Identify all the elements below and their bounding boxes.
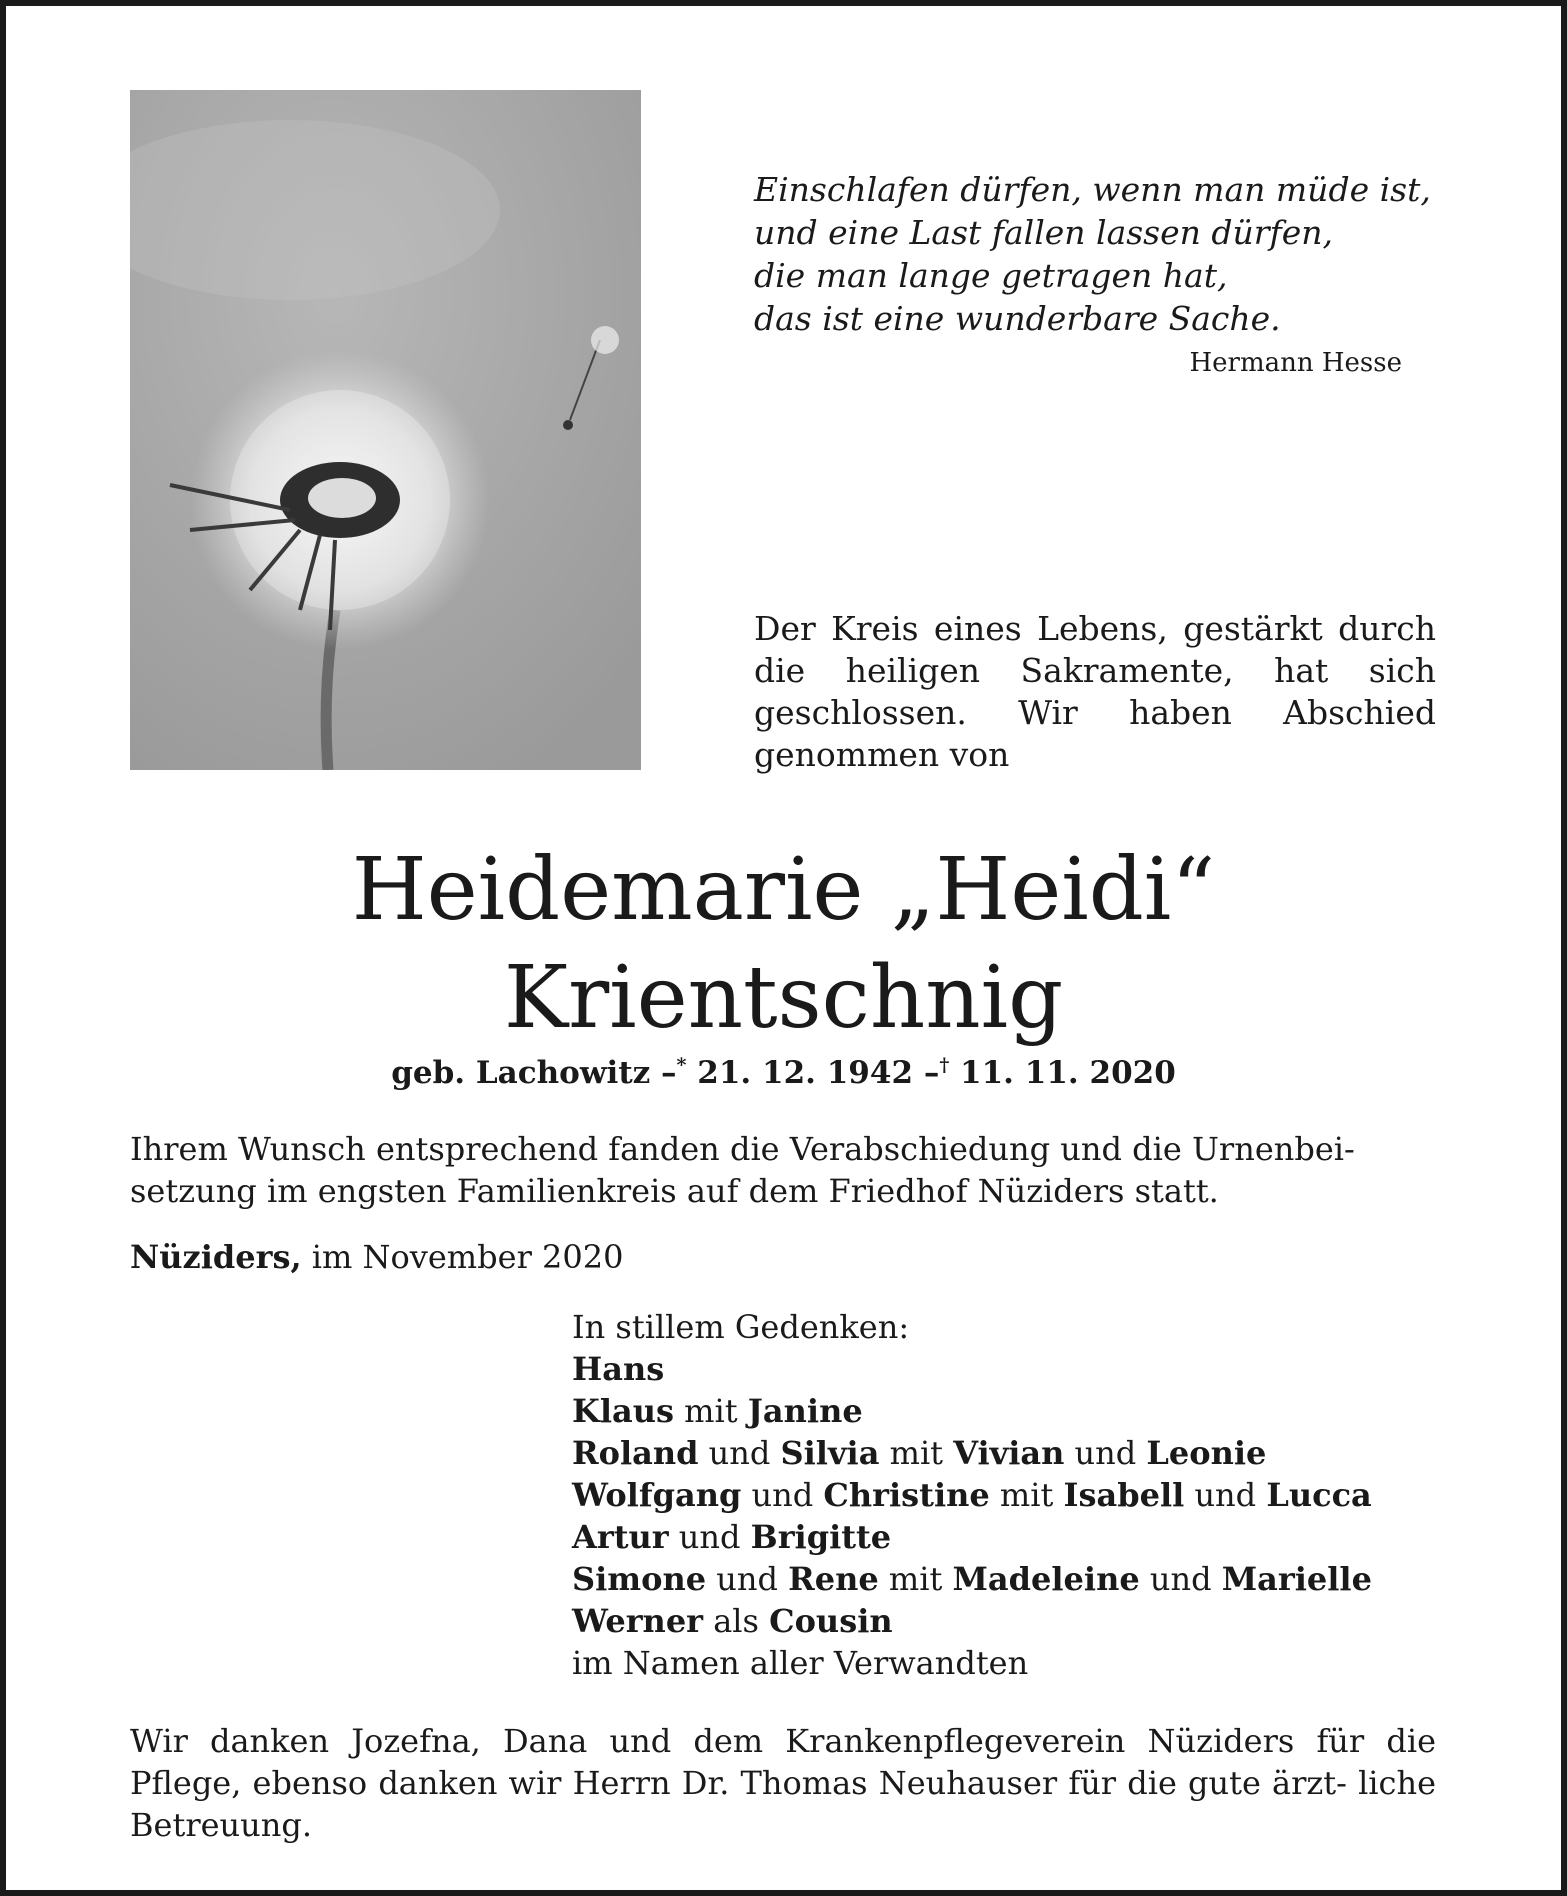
mourner-line: [572, 1516, 1452, 1558]
mourner-name: Hans: [572, 1350, 665, 1388]
intro-text: Der Kreis eines Lebens, gestärkt durch die heiligen Sakramente, hat sich geschlossen. Wir haben Abschied genommen von: [754, 609, 1436, 774]
mourner-name: Rene: [788, 1560, 879, 1598]
mourner-name: Madeleine: [952, 1560, 1140, 1598]
memory-footer: im Namen aller Verwandten: [572, 1644, 1029, 1682]
mourner-line: [572, 1558, 1452, 1600]
mourner-line: [572, 1348, 1452, 1390]
life-dates: [0, 1054, 1567, 1091]
place-month: im November 2020: [311, 1238, 624, 1276]
deceased-name-first: Heidemarie „Heidi“: [351, 840, 1216, 940]
mourner-name: Simone: [572, 1560, 707, 1598]
mourner-name: Brigitte: [750, 1518, 892, 1556]
thanks-text: Wir danken Jozefna, Dana und dem Krankenpflegeverein Nüziders für die Pflege, ebenso danken wir Herrn Dr. Thomas Neuhauser für die gute ärzt- liche Betreuung.: [130, 1722, 1436, 1844]
death-date: 11. 11. 2020: [960, 1055, 1176, 1091]
quote-line: die man lange getragen hat,: [754, 256, 1228, 295]
connector: und: [1194, 1476, 1257, 1514]
birth-symbol: *: [676, 1054, 687, 1076]
mourner-name: Janine: [747, 1392, 863, 1430]
dandelion-photo: [130, 90, 641, 770]
place-date: [130, 1238, 623, 1276]
ceremony-text: [130, 1128, 1438, 1212]
place-town: Nüziders,: [130, 1238, 302, 1276]
deceased-name-last: Krientschnig: [503, 948, 1064, 1048]
mourner-name: Marielle: [1221, 1560, 1372, 1598]
connector: und: [1074, 1434, 1137, 1472]
mourner-name: Roland: [572, 1434, 699, 1472]
death-symbol: †: [939, 1054, 950, 1076]
connector: mit: [888, 1560, 943, 1598]
mourner-line: [572, 1432, 1452, 1474]
hesse-quote: [754, 168, 1431, 340]
mourner-name: Christine: [823, 1476, 990, 1514]
connector: mit: [999, 1476, 1054, 1514]
ceremony-line: setzung im engsten Familienkreis auf dem Friedhof Nüziders statt.: [130, 1172, 1219, 1210]
mourner-name: Cousin: [769, 1602, 893, 1640]
mourner-name: Wolfgang: [572, 1476, 742, 1514]
birth-name: geb. Lachowitz: [391, 1055, 651, 1091]
quote-line: Einschlafen dürfen, wenn man müde ist,: [754, 170, 1431, 209]
quote-author: Hermann Hesse: [1189, 348, 1402, 378]
connector: und: [678, 1518, 741, 1556]
quote-line: das ist eine wunderbare Sache.: [754, 299, 1281, 338]
quote-line: und eine Last fallen lassen dürfen,: [754, 213, 1334, 252]
mourner-line: [572, 1474, 1452, 1516]
mourner-name: Leonie: [1146, 1434, 1267, 1472]
mourner-name: Klaus: [572, 1392, 674, 1430]
mourner-name: Vivian: [953, 1434, 1065, 1472]
connector: mit: [889, 1434, 944, 1472]
mourner-line: [572, 1390, 1452, 1432]
connector: mit: [684, 1392, 738, 1430]
mourner-name: Silvia: [780, 1434, 880, 1472]
mourner-name: Artur: [572, 1518, 669, 1556]
mourner-name: Isabell: [1063, 1476, 1185, 1514]
mourner-name: Werner: [572, 1602, 704, 1640]
connector: und: [751, 1476, 814, 1514]
ceremony-line: Ihrem Wunsch entsprechend fanden die Verabschiedung und die Urnenbei-: [130, 1130, 1355, 1168]
separator: –: [923, 1055, 940, 1091]
connector: als: [713, 1602, 759, 1640]
connector: und: [1149, 1560, 1212, 1598]
mourner-line: [572, 1600, 1452, 1642]
memory-heading: In stillem Gedenken:: [572, 1308, 910, 1346]
connector: und: [708, 1434, 771, 1472]
separator: –: [661, 1055, 677, 1091]
mourners-list: [572, 1306, 1452, 1684]
connector: und: [716, 1560, 778, 1598]
mourner-name: Lucca: [1266, 1476, 1372, 1514]
birth-date: 21. 12. 1942: [697, 1055, 914, 1091]
